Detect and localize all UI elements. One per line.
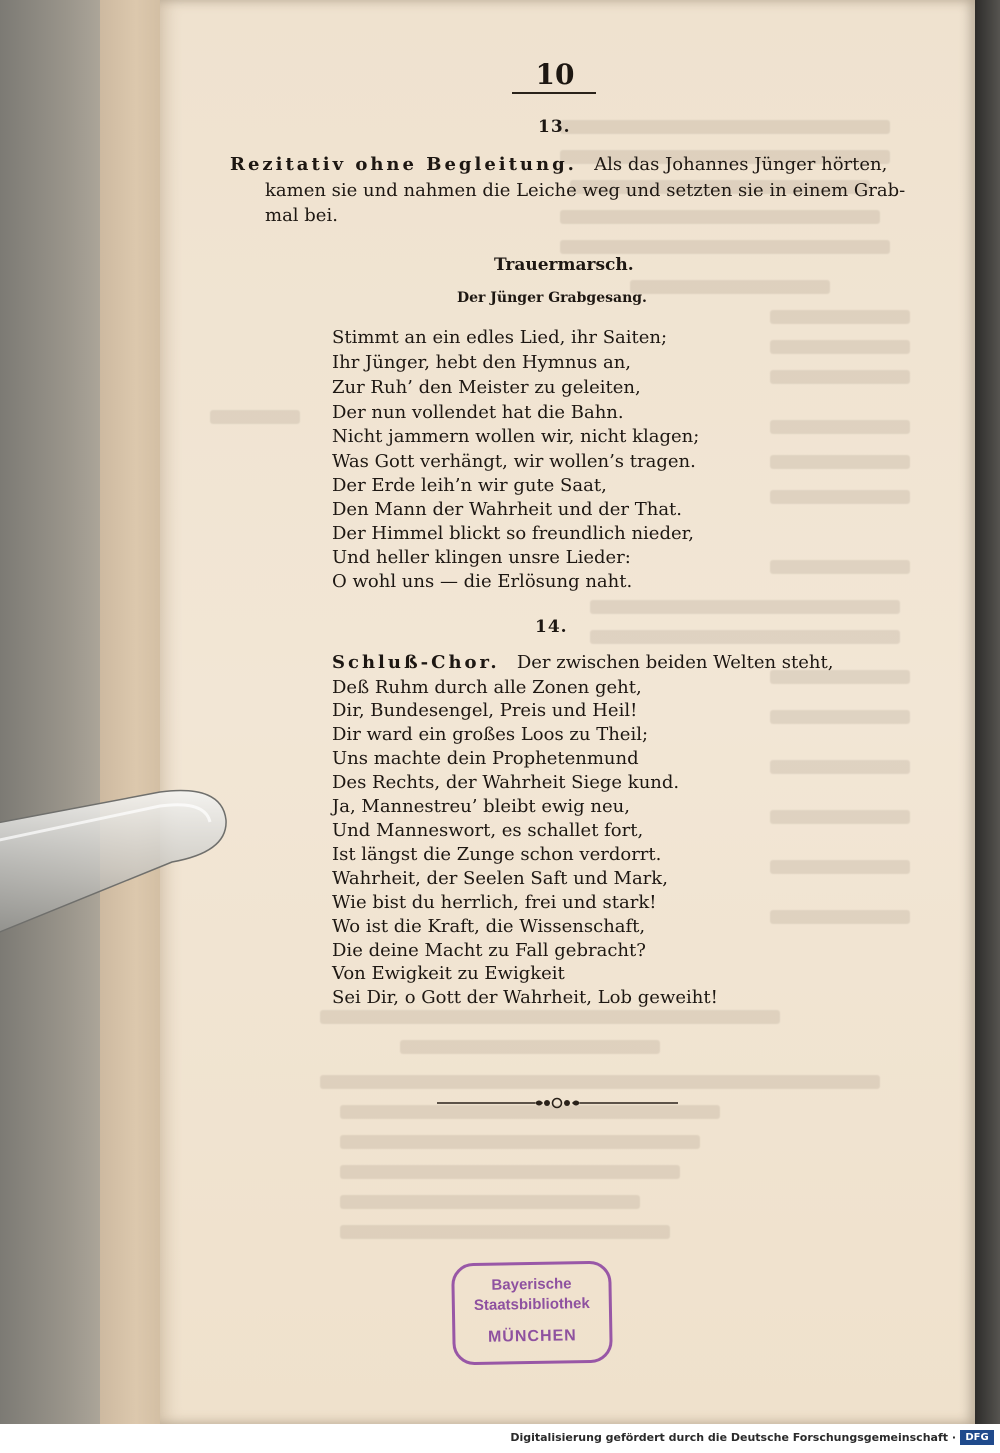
verse-line: Der Himmel blickt so freundlich nieder, [332, 523, 694, 544]
rezitativ-line-1 [230, 154, 887, 175]
verse-line: Von Ewigkeit zu Ewigkeit [332, 963, 565, 984]
verse-line: Dir ward ein großes Loos zu Theil; [332, 724, 649, 745]
verse-line: Dir, Bundesengel, Preis und Heil! [332, 700, 638, 721]
verse-line: Nicht jammern wollen wir, nicht klagen; [332, 426, 700, 447]
verse-line: Der nun vollendet hat die Bahn. [332, 402, 624, 423]
dfg-logo: DFG [960, 1430, 994, 1445]
chor-label: Schluß-Chor. [332, 652, 500, 673]
cover-edge [100, 0, 161, 1424]
stamp-line-2: Staatsbibliothek [473, 1294, 590, 1315]
verse-line: Und heller klingen unsre Lieder: [332, 547, 631, 568]
section-number-14: 14. [535, 617, 568, 637]
verse-line: Wahrheit, der Seelen Saft und Mark, [332, 868, 668, 889]
verse-line: Den Mann der Wahrheit und der That. [332, 499, 683, 520]
ornamental-divider [435, 1096, 680, 1110]
verse-line: Ja, Mannestreu’ bleibt ewig neu, [332, 796, 630, 817]
schluss-chor-line [332, 652, 833, 673]
verse-line: Ihr Jünger, hebt den Hymnus an, [332, 352, 632, 373]
verse-line: Der zwischen beiden Welten steht, [516, 652, 834, 673]
verse-line: O wohl uns — die Erlösung naht. [332, 571, 633, 592]
page-number-rule [512, 92, 596, 94]
verse-line: Und Manneswort, es schallet fort, [332, 820, 644, 841]
book-board-right [975, 0, 1000, 1424]
page-holder-spatula [0, 770, 260, 990]
rezitativ-line-2: kamen sie und nahmen die Leiche weg und setzten sie in einem Grab- [265, 180, 906, 201]
verse-line: Uns machte dein Prophetenmund [332, 748, 639, 769]
rezitativ-label: Rezitativ ohne Begleitung. [230, 154, 577, 175]
verse-line: Ist längst die Zunge schon verdorrt. [332, 844, 662, 865]
verse-line: Wo ist die Kraft, die Wissenschaft, [332, 916, 646, 937]
section-number-13: 13. [538, 117, 571, 137]
verse-line: Die deine Macht zu Fall gebracht? [332, 940, 646, 961]
verse-line: Wie bist du herrlich, frei und stark! [332, 892, 657, 913]
footer-funding-note: Digitalisierung gefördert durch die Deutsche Forschungsgemeinschaft · [510, 1431, 956, 1444]
verse-line: Deß Ruhm durch alle Zonen geht, [332, 677, 642, 698]
verse-line: Stimmt an ein edles Lied, ihr Saiten; [332, 327, 668, 348]
book-board-left [0, 0, 112, 1424]
verse-line: Zur Ruh’ den Meister zu geleiten, [332, 377, 641, 398]
verse-line: Der Erde leih’n wir gute Saat, [332, 475, 607, 496]
stamp-line-3: MÜNCHEN [487, 1327, 577, 1346]
stamp-line-1: Bayerische [491, 1275, 572, 1294]
page-number: 10 [535, 58, 575, 91]
verse-line: Was Gott verhängt, wir wollen’s tragen. [332, 451, 696, 472]
section-subtitle: Der Jünger Grabgesang. [457, 290, 647, 306]
rezitativ-text-1: Als das Johannes Jünger hörten, [594, 154, 888, 175]
section-title-trauermarsch: Trauermarsch. [494, 255, 634, 275]
library-stamp [451, 1261, 613, 1366]
verse-line: Sei Dir, o Gott der Wahrheit, Lob geweiht! [332, 987, 718, 1008]
verse-line: Des Rechts, der Wahrheit Siege kund. [332, 772, 680, 793]
rezitativ-line-3: mal bei. [265, 205, 338, 226]
